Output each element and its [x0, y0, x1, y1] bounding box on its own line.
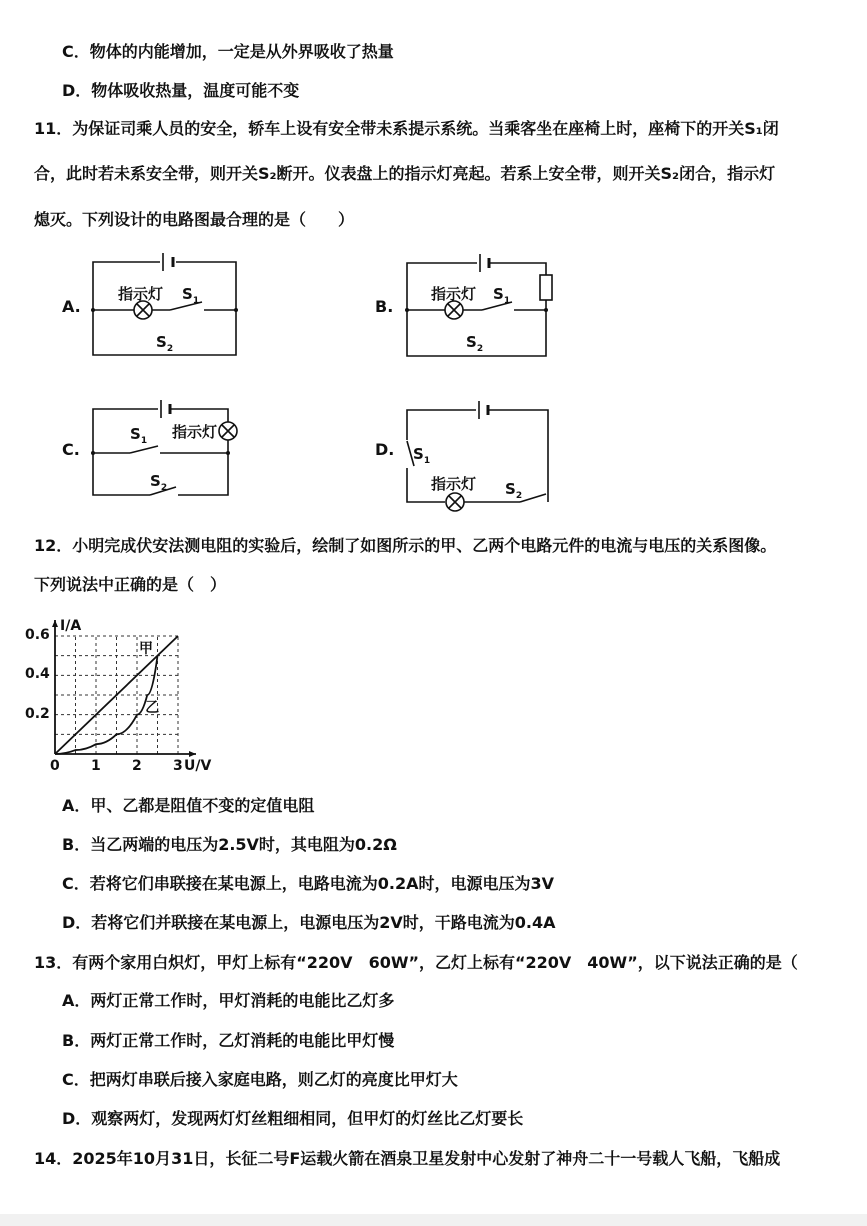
q13-stem: 13．有两个家用白炽灯，甲灯上标有“220V 60W”，乙灯上标有“220V 40W”，以下说法正确的是（ [34, 953, 798, 972]
circuit-d-s2-label: $S_2$ [505, 480, 523, 501]
q11-option-b-label: B. [375, 297, 394, 316]
q13-option-c: C．把两灯串联后接入家庭电路，则乙灯的亮度比甲灯大 [62, 1070, 458, 1089]
x-tick-label: 1 [91, 758, 101, 774]
q13-option-d: D．观察两灯，发现两灯灯丝粗细相同，但甲灯的灯丝比乙灯要长 [62, 1109, 524, 1128]
q12-option-a: A．甲、乙都是阻值不变的定值电阻 [62, 796, 315, 815]
q12-option-d: D．若将它们并联接在某电源上，电源电压为2V时，干路电流为0.4A [62, 913, 556, 932]
x-tick-label: 0 [50, 758, 60, 774]
q11-stem-line1: 11．为保证司乘人员的安全，轿车上设有安全带未系提示系统。当乘客坐在座椅上时，座椅下的开关S₁闭 [34, 119, 779, 138]
series-label-yi: 乙 [145, 699, 160, 716]
q11-stem-line3: 熄灭。下列设计的电路图最合理的是（ ） [34, 210, 355, 229]
q10-option-c: C．物体的内能增加，一定是从外界吸收了热量 [62, 42, 394, 61]
q11-option-a-label: A. [62, 297, 81, 316]
q11-option-d-label: D. [375, 440, 395, 459]
q14-stem: 14．2025年10月31日，长征二号F运载火箭在酒泉卫星发射中心发射了神舟二十一号载人飞船，飞船成 [34, 1149, 781, 1168]
y-tick-label: 0.6 [25, 627, 50, 643]
q11-stem-line2: 合，此时若未系安全带，则开关S₂断开。仪表盘上的指示灯亮起。若系上安全带，则开关S₂闭合，指示灯 [34, 164, 776, 183]
q12-stem-line2: 下列说法中正确的是（ ） [34, 575, 227, 594]
circuit-a-s2-label: $S_2$ [156, 333, 174, 354]
q12-option-c: C．若将它们串联接在某电源上，电路电流为0.2A时，电源电压为3V [62, 874, 554, 893]
circuit-a-lamp-label: 指示灯 [118, 285, 164, 303]
circuit-d-s1-label: $S_1$ [413, 445, 431, 466]
circuit-b-s1-label: $S_1$ [493, 285, 511, 306]
circuit-d-lamp-label: 指示灯 [431, 475, 477, 493]
q12-stem-line1: 12．小明完成伏安法测电阻的实验后，绘制了如图所示的甲、乙两个电路元件的电流与电压的关系图像。 [34, 536, 777, 555]
x-axis-arrow [189, 751, 196, 757]
y-tick-label: 0.2 [25, 705, 50, 722]
x-tick-label: 3 [173, 758, 183, 774]
circuit-a-s1-label: $S_1$ [182, 285, 200, 306]
series-label-jia: 甲 [139, 640, 154, 657]
y-axis-arrow [52, 620, 58, 627]
x-tick-label: 2 [132, 758, 142, 774]
q12-option-b: B．当乙两端的电压为2.5V时，其电阻为0.2Ω [62, 835, 397, 854]
circuit-c-s2-label: $S_2$ [150, 472, 168, 493]
q11-option-c-label: C. [62, 440, 80, 459]
y-axis-label: I/A [60, 618, 82, 634]
y-tick-label: 0.4 [25, 666, 50, 683]
circuit-c-lamp-label: 指示灯 [172, 423, 218, 441]
q10-option-d: D．物体吸收热量，温度可能不变 [62, 81, 300, 100]
q13-option-a: A．两灯正常工作时，甲灯消耗的电能比乙灯多 [62, 991, 395, 1010]
circuit-b-s2-label: $S_2$ [466, 333, 484, 354]
page-bottom-edge [0, 1214, 867, 1226]
q13-option-b: B．两灯正常工作时，乙灯消耗的电能比甲灯慢 [62, 1031, 395, 1050]
x-axis-label: U/V [184, 758, 212, 774]
circuit-b-lamp-label: 指示灯 [431, 285, 477, 303]
circuit-c-s1-label: $S_1$ [130, 425, 148, 446]
